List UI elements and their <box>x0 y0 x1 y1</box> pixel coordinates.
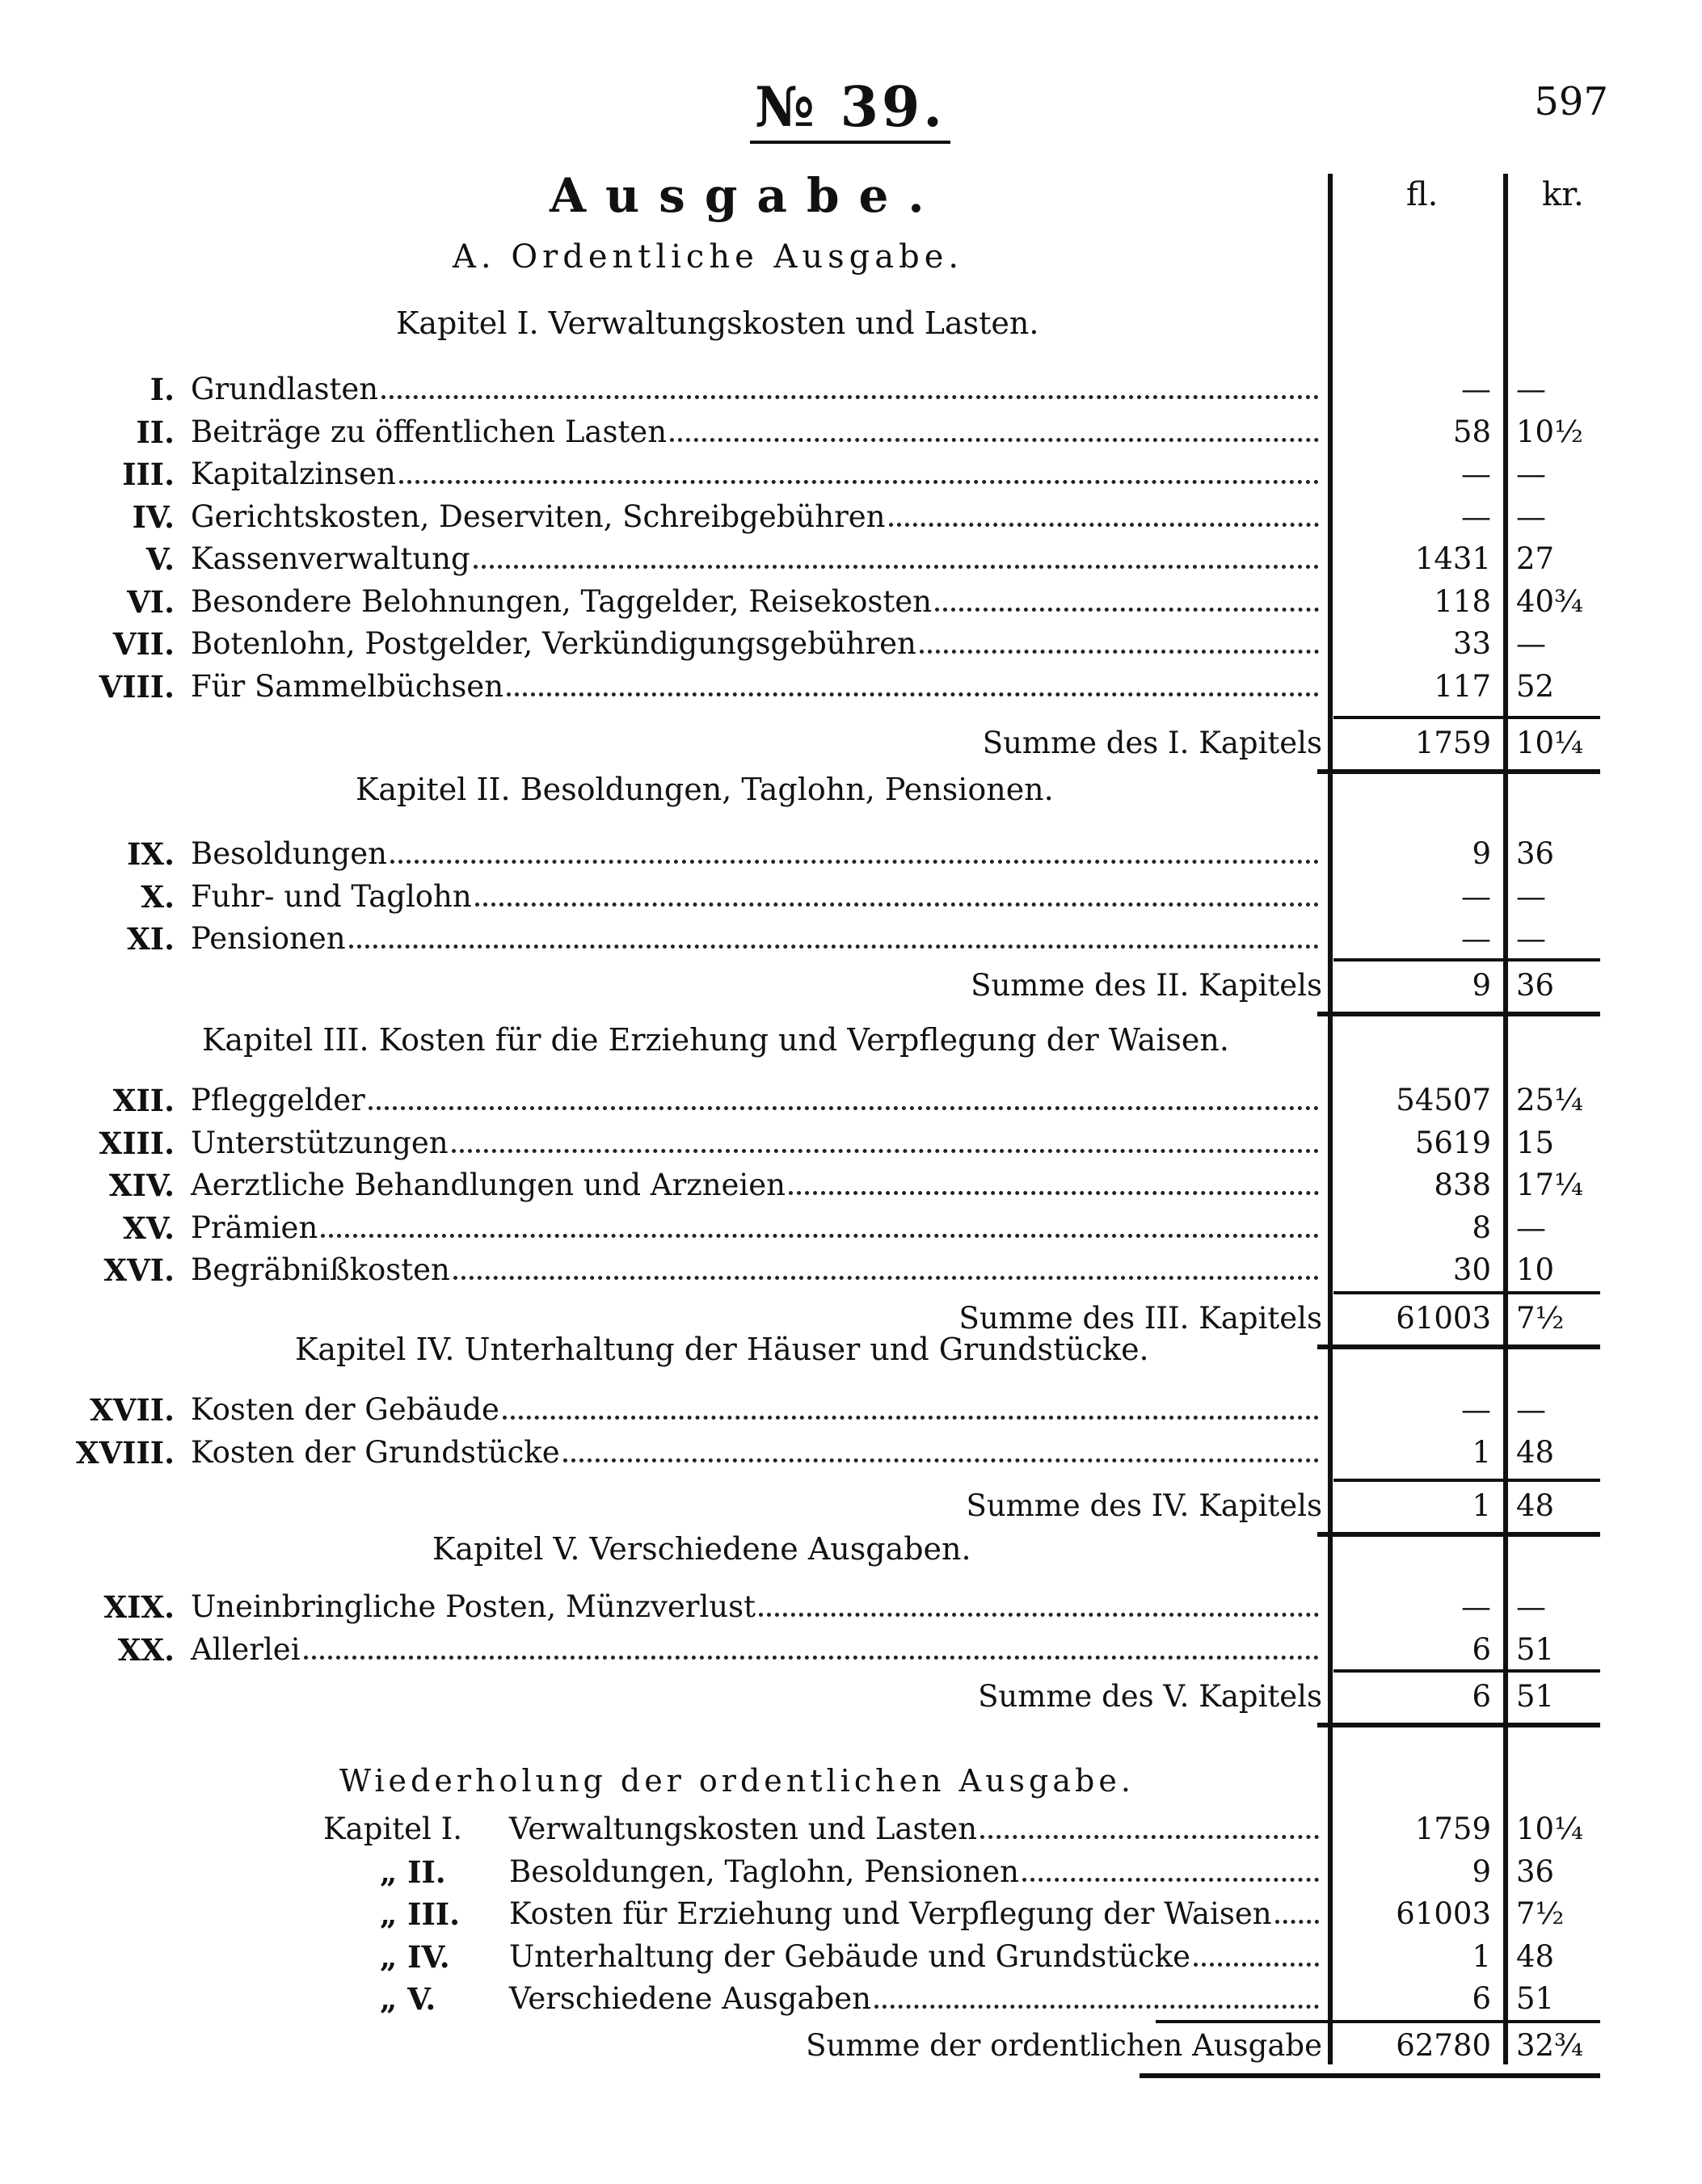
row-number: XI. <box>127 921 175 957</box>
sum-label: Summe des V. Kapitels <box>978 1679 1322 1714</box>
rule-line <box>1317 769 1600 774</box>
sum-kr: 48 <box>1516 1488 1555 1523</box>
table-row <box>0 1585 1702 1629</box>
row-label-text: Für Sammelbüchsen <box>191 668 504 704</box>
sum-kr: 32¾ <box>1516 2028 1583 2063</box>
row-number: II. <box>136 414 175 450</box>
row-number: VI. <box>127 583 175 620</box>
table-row <box>0 917 1702 961</box>
row-label-text: Pfleggelder <box>191 1083 365 1117</box>
repetition-heading: Wiederholung der ordentlichen Ausgabe. <box>339 1763 1135 1799</box>
sum-fl: 1759 <box>1414 726 1491 760</box>
amount-kr: 48 <box>1516 1434 1555 1470</box>
row-label-text: Besoldungen <box>191 836 387 871</box>
amount-fl: — <box>1461 1589 1491 1624</box>
amount-kr: 10¼ <box>1516 1812 1583 1846</box>
amount-fl: 33 <box>1452 626 1491 661</box>
column-header-kr: kr. <box>1542 176 1584 213</box>
table-row <box>0 1248 1702 1292</box>
table-row <box>0 1079 1702 1122</box>
dot-leader <box>789 1191 1319 1195</box>
row-label-text: Aerztliche Behandlungen und Arzneien <box>191 1168 786 1202</box>
amount-kr: 36 <box>1516 836 1555 871</box>
dot-leader <box>304 1656 1319 1660</box>
row-label-text: Kassenverwaltung <box>191 541 470 576</box>
row-label <box>191 410 1322 454</box>
row-label <box>191 1585 1322 1629</box>
sum-fl: 61003 <box>1396 1301 1491 1336</box>
amount-kr: 10½ <box>1516 414 1583 449</box>
repetition-prefix: „ V. <box>380 1981 436 2017</box>
amount-kr: 10 <box>1516 1252 1555 1287</box>
page-number: 597 <box>1534 79 1608 124</box>
sum-label: Summe des I. Kapitels <box>982 726 1322 760</box>
issue-number: № 39. <box>750 74 950 144</box>
amount-fl: 1431 <box>1414 541 1491 576</box>
sum-label: Summe des II. Kapitels <box>971 968 1322 1003</box>
amount-fl: 117 <box>1434 668 1491 704</box>
dot-leader <box>381 395 1319 399</box>
amount-fl: — <box>1461 499 1491 534</box>
sum-fl: 62780 <box>1396 2028 1491 2063</box>
row-number: I. <box>150 372 175 407</box>
row-number: XIII. <box>99 1125 175 1161</box>
table-row <box>0 368 1702 411</box>
dot-leader <box>759 1613 1319 1617</box>
amount-kr: 15 <box>1516 1125 1555 1160</box>
row-label-text: Unterstützungen <box>191 1125 449 1160</box>
row-label-text: Beiträge zu öffentlichen Lasten <box>191 414 668 449</box>
repetition-prefix: Kapitel I. <box>323 1812 462 1846</box>
row-label <box>191 665 1322 709</box>
amount-kr: 51 <box>1516 1981 1555 2016</box>
table-row <box>0 1206 1702 1250</box>
rule-line <box>1317 1723 1600 1727</box>
row-label-text: Pensionen <box>191 921 346 956</box>
amount-kr: 17¼ <box>1516 1168 1583 1202</box>
row-label-text: Kosten der Gebäude <box>191 1392 499 1427</box>
repetition-prefix: „ II. <box>380 1854 446 1890</box>
table-row <box>0 452 1702 496</box>
table-row <box>0 537 1702 581</box>
sum-kr: 36 <box>1516 968 1555 1003</box>
row-label-text: Uneinbringliche Posten, Münzverlust <box>191 1589 756 1624</box>
row-label <box>191 622 1322 666</box>
rule-line <box>1140 2073 1600 2078</box>
amount-kr: 7½ <box>1516 1896 1565 1931</box>
row-number: V. <box>145 541 175 577</box>
row-label-text: Besondere Belohnungen, Taggelder, Reisekosten <box>191 583 932 619</box>
sum-kr: 51 <box>1516 1679 1555 1714</box>
table-row <box>0 1431 1702 1475</box>
table-row <box>0 495 1702 539</box>
chapter-heading: Kapitel I. Verwaltungskosten und Lasten. <box>396 305 1039 341</box>
dot-leader <box>349 945 1319 949</box>
amount-fl: 30 <box>1452 1252 1491 1287</box>
amount-kr: — <box>1516 878 1546 914</box>
row-label <box>509 1850 1322 1894</box>
chapter-heading: Kapitel IV. Unterhaltung der Häuser und Grundstücke. <box>295 1332 1149 1367</box>
repetition-prefix: „ IV. <box>380 1938 450 1975</box>
sum-fl: 6 <box>1472 1679 1491 1714</box>
dot-leader <box>1194 1963 1319 1967</box>
row-number: XIX. <box>103 1589 175 1625</box>
sum-kr: 10¼ <box>1516 726 1583 760</box>
row-number: XII. <box>112 1083 175 1118</box>
row-label-text: Gerichtskosten, Deserviten, Schreibgebühren <box>191 499 886 534</box>
dot-leader <box>1022 1878 1319 1882</box>
chapter-sum <box>0 1480 1702 1532</box>
row-label-text: Begräbnißkosten <box>191 1252 450 1287</box>
amount-fl: 61003 <box>1396 1896 1491 1931</box>
page-title: Ausgabe. <box>550 168 944 223</box>
sum-label: Summe der ordentlichen Ausgabe <box>806 2028 1322 2063</box>
amount-kr: 48 <box>1516 1938 1555 1974</box>
chapter-sum <box>0 960 1702 1012</box>
amount-fl: — <box>1461 1392 1491 1427</box>
row-label <box>191 495 1322 539</box>
sum-fl: 1 <box>1472 1488 1491 1523</box>
row-number: XVII. <box>90 1392 175 1428</box>
row-number: VIII. <box>99 668 175 705</box>
row-number: III. <box>122 457 175 492</box>
row-label <box>191 1206 1322 1250</box>
rule-line <box>1317 1344 1600 1349</box>
row-label <box>191 1079 1322 1122</box>
row-label <box>191 875 1322 919</box>
row-label-text: Kosten der Grundstücke <box>191 1434 560 1470</box>
chapter-sum <box>0 1671 1702 1723</box>
table-row <box>0 1164 1702 1207</box>
amount-fl: 5619 <box>1414 1125 1491 1160</box>
table-row <box>0 1628 1702 1672</box>
amount-kr: 40¾ <box>1516 583 1583 619</box>
repetition-row <box>0 1850 1702 1894</box>
dot-leader <box>369 1106 1319 1110</box>
table-row <box>0 1388 1702 1432</box>
amount-kr: — <box>1516 457 1546 491</box>
sum-label: Summe des IV. Kapitels <box>966 1488 1322 1523</box>
row-number: XX. <box>117 1631 175 1668</box>
amount-kr: — <box>1516 1589 1546 1624</box>
amount-fl: 58 <box>1452 414 1491 449</box>
row-label <box>509 1935 1322 1979</box>
amount-kr: 25¼ <box>1516 1083 1583 1117</box>
chapter-heading: Kapitel II. Besoldungen, Taglohn, Pensionen. <box>356 772 1054 807</box>
dot-leader <box>920 650 1319 654</box>
table-row <box>0 580 1702 624</box>
row-label <box>191 452 1322 496</box>
amount-kr: — <box>1516 499 1546 534</box>
row-label <box>191 1628 1322 1672</box>
dot-leader <box>874 2005 1319 2009</box>
row-label <box>191 832 1322 876</box>
row-label-text: Kapitalzinsen <box>191 457 396 491</box>
amount-fl: 8 <box>1472 1210 1491 1245</box>
row-label-text: Unterhaltung der Gebäude und Grundstücke <box>509 1938 1190 1974</box>
amount-fl: — <box>1461 457 1491 491</box>
row-label-text: Allerlei <box>191 1631 301 1667</box>
amount-fl: — <box>1461 372 1491 406</box>
table-row <box>0 875 1702 919</box>
row-label <box>191 1248 1322 1292</box>
repetition-row <box>0 1935 1702 1979</box>
row-number: IV. <box>132 499 175 535</box>
row-label-text: Grundlasten <box>191 372 379 406</box>
table-row <box>0 665 1702 709</box>
table-row <box>0 1121 1702 1165</box>
amount-kr: — <box>1516 921 1546 956</box>
rule-line <box>1317 1532 1600 1537</box>
row-label <box>191 1121 1322 1165</box>
table-row <box>0 622 1702 666</box>
amount-fl: 118 <box>1434 583 1491 619</box>
amount-kr: 52 <box>1516 668 1555 704</box>
row-number: VII. <box>112 626 175 662</box>
repetition-row <box>0 1977 1702 2021</box>
row-label-text: Verschiedene Ausgaben <box>509 1981 871 2016</box>
sum-kr: 7½ <box>1516 1301 1565 1336</box>
row-number: X. <box>141 878 175 915</box>
row-number: XVI. <box>103 1252 175 1288</box>
row-label <box>191 537 1322 581</box>
amount-kr: — <box>1516 372 1546 406</box>
column-header-fl: fl. <box>1406 176 1439 213</box>
dot-leader <box>980 1835 1319 1839</box>
chapter-sum <box>0 717 1702 769</box>
amount-fl: 54507 <box>1396 1083 1491 1117</box>
amount-kr: — <box>1516 1392 1546 1427</box>
repetition-row <box>0 1892 1702 1936</box>
dot-leader <box>453 1276 1319 1280</box>
dot-leader <box>452 1149 1319 1153</box>
row-label-text: Botenlohn, Postgelder, Verkündigungsgebühren <box>191 626 916 661</box>
dot-leader <box>670 438 1319 442</box>
row-number: IX. <box>127 836 175 872</box>
dot-leader <box>1275 1920 1319 1924</box>
dot-leader <box>889 523 1319 527</box>
row-label-text: Prämien <box>191 1210 318 1245</box>
repetition-prefix: „ III. <box>380 1896 460 1932</box>
row-label-text: Kosten für Erziehung und Verpflegung der Waisen <box>509 1896 1272 1931</box>
amount-kr: 27 <box>1516 541 1555 576</box>
row-label <box>509 1807 1322 1851</box>
amount-kr: — <box>1516 626 1546 661</box>
table-row <box>0 832 1702 876</box>
row-label <box>191 368 1322 411</box>
dot-leader <box>935 608 1319 612</box>
amount-fl: 1 <box>1472 1938 1491 1974</box>
dot-leader <box>321 1234 1319 1238</box>
section-heading: A. Ordentliche Ausgabe. <box>453 238 964 276</box>
row-label <box>191 1164 1322 1207</box>
amount-fl: 6 <box>1472 1981 1491 2016</box>
sum-fl: 9 <box>1472 968 1491 1003</box>
amount-fl: 9 <box>1472 836 1491 871</box>
row-label <box>191 580 1322 624</box>
dot-leader <box>503 1416 1319 1420</box>
dot-leader <box>399 480 1319 484</box>
sum-label: Summe des III. Kapitels <box>958 1301 1322 1336</box>
amount-kr: — <box>1516 1210 1546 1245</box>
amount-kr: 51 <box>1516 1631 1555 1667</box>
amount-fl: — <box>1461 878 1491 914</box>
amount-fl: 9 <box>1472 1854 1491 1889</box>
dot-leader <box>474 565 1319 569</box>
amount-fl: 1759 <box>1414 1812 1491 1846</box>
row-label <box>191 1388 1322 1432</box>
dot-leader <box>563 1458 1319 1462</box>
amount-fl: — <box>1461 921 1491 956</box>
row-label-text: Verwaltungskosten und Lasten <box>509 1812 978 1846</box>
rule-line <box>1317 1012 1600 1016</box>
row-label <box>191 1431 1322 1475</box>
row-number: XV. <box>123 1210 175 1246</box>
row-number: XVIII. <box>75 1434 175 1471</box>
dot-leader <box>475 903 1319 907</box>
row-label <box>509 1977 1322 2021</box>
amount-fl: 6 <box>1472 1631 1491 1667</box>
row-label <box>509 1892 1322 1936</box>
amount-fl: 1 <box>1472 1434 1491 1470</box>
dot-leader <box>390 860 1319 864</box>
amount-kr: 36 <box>1516 1854 1555 1889</box>
repetition-row <box>0 1807 1702 1851</box>
row-label <box>191 917 1322 961</box>
amount-fl: 838 <box>1434 1168 1491 1202</box>
row-label-text: Besoldungen, Taglohn, Pensionen <box>509 1854 1019 1889</box>
chapter-heading: Kapitel III. Kosten für die Erziehung und Verpflegung der Waisen. <box>202 1022 1229 1058</box>
row-number: XIV. <box>108 1168 175 1203</box>
dot-leader <box>507 692 1319 696</box>
chapter-heading: Kapitel V. Verschiedene Ausgaben. <box>432 1531 971 1567</box>
table-row <box>0 410 1702 454</box>
repetition-sum <box>0 2020 1702 2072</box>
row-label-text: Fuhr- und Taglohn <box>191 878 472 914</box>
